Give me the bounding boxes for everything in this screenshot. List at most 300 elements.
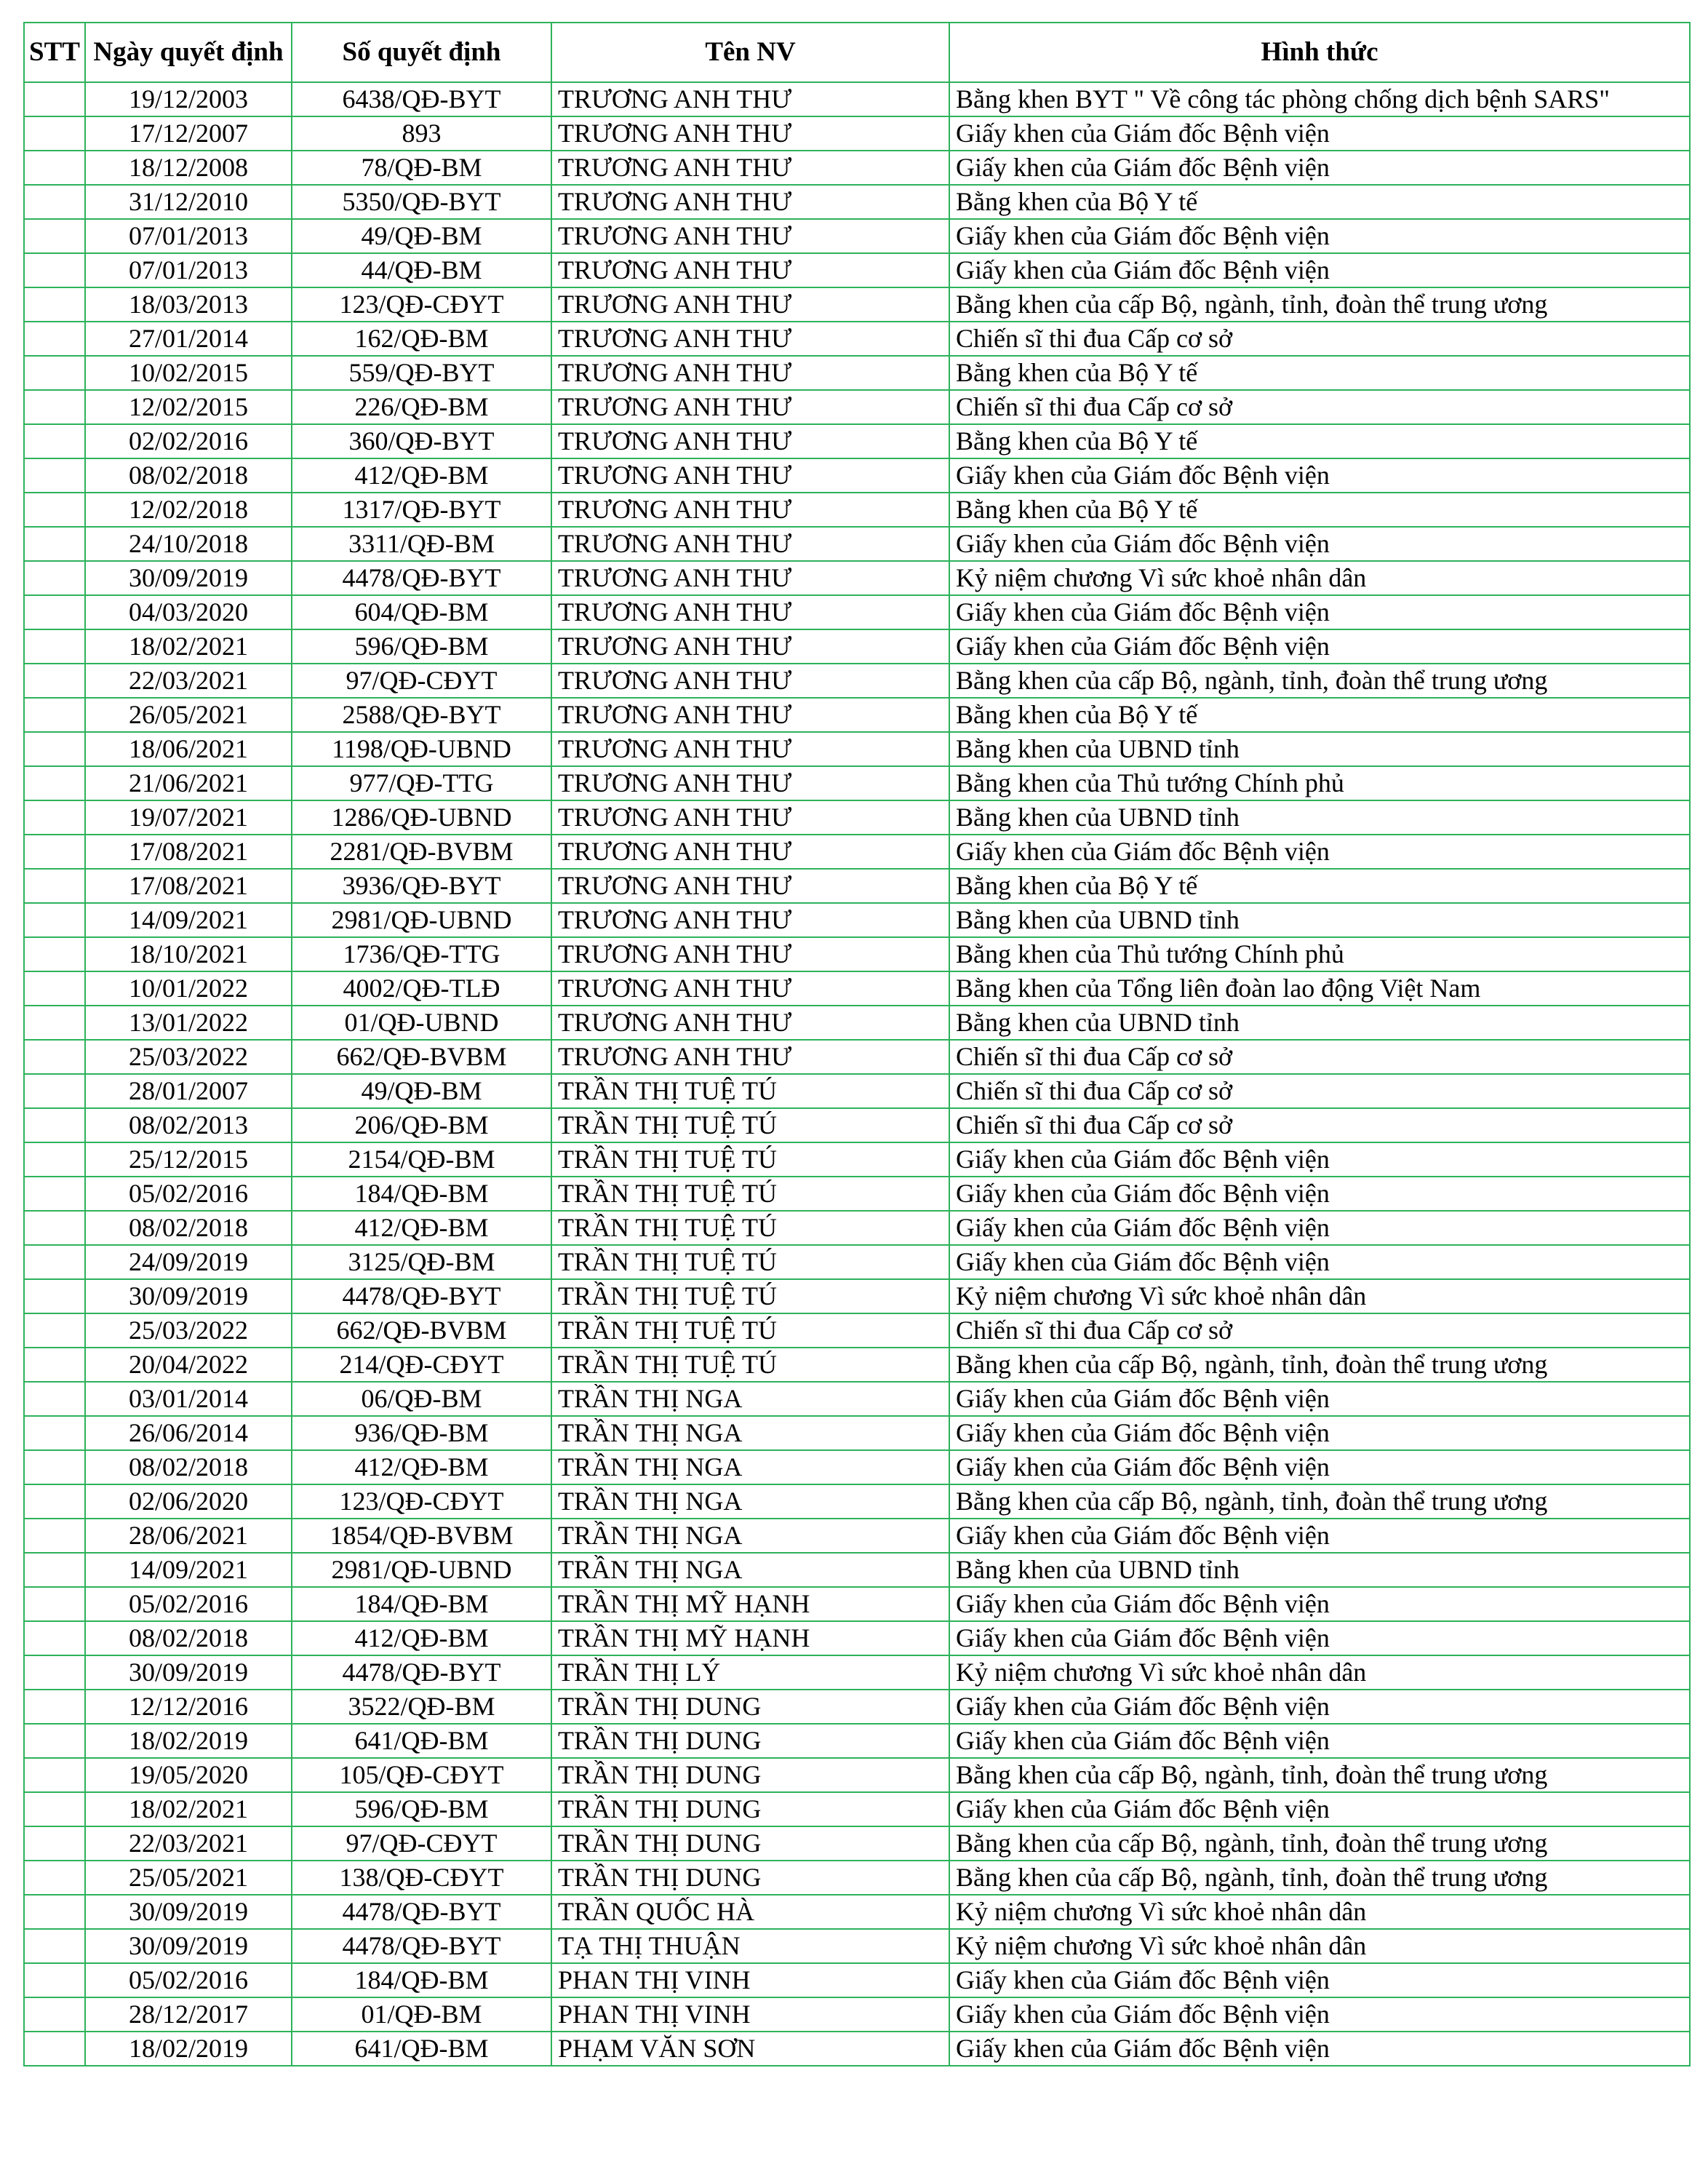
cell-decision-date: 04/03/2020: [85, 595, 292, 629]
cell-award-form: Bằng khen của cấp Bộ, ngành, tỉnh, đoàn thể trung ương: [949, 1826, 1690, 1861]
cell-stt: [24, 561, 85, 595]
cell-stt: [24, 1587, 85, 1621]
table-row: [24, 1963, 1690, 1997]
cell-decision-number: 138/QĐ-CĐYT: [292, 1861, 551, 1895]
cell-stt: [24, 732, 85, 766]
awards-table: [23, 22, 1691, 2066]
cell-decision-number: 604/QĐ-BM: [292, 595, 551, 629]
cell-stt: [24, 1758, 85, 1792]
table-row: [24, 800, 1690, 835]
table-row: [24, 219, 1690, 253]
table-body: [24, 82, 1690, 2066]
cell-decision-number: 1317/QĐ-BYT: [292, 493, 551, 527]
cell-decision-number: 1854/QĐ-BVBM: [292, 1519, 551, 1553]
table-row: [24, 835, 1690, 869]
cell-decision-number: 2981/QĐ-UBND: [292, 1553, 551, 1587]
table-row: [24, 1519, 1690, 1553]
cell-decision-number: 596/QĐ-BM: [292, 629, 551, 664]
cell-stt: [24, 664, 85, 698]
table-row: [24, 869, 1690, 903]
table-row: [24, 1587, 1690, 1621]
cell-stt: [24, 527, 85, 561]
cell-decision-number: 360/QĐ-BYT: [292, 424, 551, 458]
cell-decision-date: 18/12/2008: [85, 151, 292, 185]
table-row: [24, 356, 1690, 390]
cell-employee-name: TRẦN THỊ TUỆ TÚ: [551, 1348, 949, 1382]
table-row: [24, 1792, 1690, 1826]
cell-stt: [24, 971, 85, 1006]
table-row: [24, 2032, 1690, 2066]
cell-decision-number: 2981/QĐ-UBND: [292, 903, 551, 937]
cell-employee-name: TRẦN THỊ TUỆ TÚ: [551, 1177, 949, 1211]
cell-award-form: Giấy khen của Giám đốc Bệnh viện: [949, 1450, 1690, 1484]
cell-decision-number: 3311/QĐ-BM: [292, 527, 551, 561]
cell-award-form: Bằng khen của UBND tỉnh: [949, 1553, 1690, 1587]
cell-decision-date: 05/02/2016: [85, 1177, 292, 1211]
cell-stt: [24, 1450, 85, 1484]
cell-award-form: Giấy khen của Giám đốc Bệnh viện: [949, 458, 1690, 493]
table-row: [24, 971, 1690, 1006]
cell-decision-date: 18/02/2021: [85, 1792, 292, 1826]
table-row: [24, 493, 1690, 527]
cell-award-form: Giấy khen của Giám đốc Bệnh viện: [949, 1177, 1690, 1211]
cell-award-form: Giấy khen của Giám đốc Bệnh viện: [949, 1587, 1690, 1621]
cell-decision-number: 2588/QĐ-BYT: [292, 698, 551, 732]
cell-decision-date: 17/08/2021: [85, 835, 292, 869]
cell-decision-number: 412/QĐ-BM: [292, 458, 551, 493]
table-row: [24, 1245, 1690, 1279]
cell-decision-date: 28/06/2021: [85, 1519, 292, 1553]
cell-decision-date: 08/02/2018: [85, 458, 292, 493]
cell-employee-name: TRƯƠNG ANH THƯ: [551, 903, 949, 937]
table-row: [24, 1040, 1690, 1074]
table-row: [24, 1074, 1690, 1108]
cell-employee-name: TRƯƠNG ANH THƯ: [551, 1006, 949, 1040]
cell-decision-number: 06/QĐ-BM: [292, 1382, 551, 1416]
cell-employee-name: TRƯƠNG ANH THƯ: [551, 185, 949, 219]
cell-decision-date: 08/02/2018: [85, 1211, 292, 1245]
cell-stt: [24, 390, 85, 424]
cell-decision-date: 30/09/2019: [85, 1895, 292, 1929]
cell-decision-date: 19/07/2021: [85, 800, 292, 835]
cell-stt: [24, 1690, 85, 1724]
cell-stt: [24, 903, 85, 937]
cell-award-form: Giấy khen của Giám đốc Bệnh viện: [949, 1997, 1690, 2032]
cell-award-form: Bằng khen của cấp Bộ, ngành, tỉnh, đoàn thể trung ương: [949, 1758, 1690, 1792]
cell-decision-date: 12/12/2016: [85, 1690, 292, 1724]
cell-decision-date: 31/12/2010: [85, 185, 292, 219]
cell-employee-name: TRẦN THỊ TUỆ TÚ: [551, 1279, 949, 1313]
cell-decision-date: 14/09/2021: [85, 903, 292, 937]
cell-employee-name: TRẦN THỊ TUỆ TÚ: [551, 1245, 949, 1279]
cell-decision-date: 27/01/2014: [85, 322, 292, 356]
cell-decision-number: 662/QĐ-BVBM: [292, 1313, 551, 1348]
cell-decision-date: 30/09/2019: [85, 1655, 292, 1690]
cell-decision-number: 3125/QĐ-BM: [292, 1245, 551, 1279]
cell-award-form: Giấy khen của Giám đốc Bệnh viện: [949, 1211, 1690, 1245]
cell-stt: [24, 1348, 85, 1382]
cell-decision-number: 5350/QĐ-BYT: [292, 185, 551, 219]
cell-decision-number: 184/QĐ-BM: [292, 1963, 551, 1997]
cell-decision-number: 01/QĐ-BM: [292, 1997, 551, 2032]
cell-award-form: Giấy khen của Giám đốc Bệnh viện: [949, 1416, 1690, 1450]
cell-decision-date: 18/10/2021: [85, 937, 292, 971]
table-row: [24, 903, 1690, 937]
cell-employee-name: TRƯƠNG ANH THƯ: [551, 287, 949, 322]
header-decision-number: Số quyết định: [292, 23, 551, 82]
table-row: [24, 1348, 1690, 1382]
cell-decision-number: 412/QĐ-BM: [292, 1211, 551, 1245]
cell-employee-name: TRƯƠNG ANH THƯ: [551, 629, 949, 664]
cell-decision-number: 206/QĐ-BM: [292, 1108, 551, 1142]
cell-decision-date: 20/04/2022: [85, 1348, 292, 1382]
cell-award-form: Bằng khen của cấp Bộ, ngành, tỉnh, đoàn thể trung ương: [949, 664, 1690, 698]
cell-employee-name: TRẦN THỊ DUNG: [551, 1792, 949, 1826]
cell-employee-name: TRƯƠNG ANH THƯ: [551, 82, 949, 116]
cell-decision-number: 97/QĐ-CĐYT: [292, 1826, 551, 1861]
table-row: [24, 1861, 1690, 1895]
cell-stt: [24, 287, 85, 322]
cell-stt: [24, 1245, 85, 1279]
table-row: [24, 1416, 1690, 1450]
table-row: [24, 698, 1690, 732]
table-row: [24, 1211, 1690, 1245]
cell-decision-number: 893: [292, 116, 551, 151]
cell-stt: [24, 1108, 85, 1142]
cell-decision-date: 03/01/2014: [85, 1382, 292, 1416]
cell-award-form: Giấy khen của Giám đốc Bệnh viện: [949, 1382, 1690, 1416]
cell-decision-date: 19/05/2020: [85, 1758, 292, 1792]
cell-stt: [24, 1655, 85, 1690]
cell-award-form: Bằng khen BYT " Về công tác phòng chống dịch bệnh SARS": [949, 82, 1690, 116]
cell-decision-date: 12/02/2018: [85, 493, 292, 527]
table-row: [24, 1895, 1690, 1929]
cell-decision-date: 17/08/2021: [85, 869, 292, 903]
cell-award-form: Giấy khen của Giám đốc Bệnh viện: [949, 116, 1690, 151]
cell-employee-name: TRẦN THỊ DUNG: [551, 1861, 949, 1895]
table-row: [24, 458, 1690, 493]
cell-stt: [24, 1895, 85, 1929]
table-row: [24, 322, 1690, 356]
cell-decision-number: 184/QĐ-BM: [292, 1587, 551, 1621]
table-row: [24, 766, 1690, 800]
cell-award-form: Giấy khen của Giám đốc Bệnh viện: [949, 1690, 1690, 1724]
cell-award-form: Bằng khen của Thủ tướng Chính phủ: [949, 766, 1690, 800]
cell-employee-name: TRẦN QUỐC HÀ: [551, 1895, 949, 1929]
cell-employee-name: TRƯƠNG ANH THƯ: [551, 561, 949, 595]
cell-stt: [24, 835, 85, 869]
cell-stt: [24, 493, 85, 527]
cell-decision-number: 4002/QĐ-TLĐ: [292, 971, 551, 1006]
cell-decision-date: 30/09/2019: [85, 561, 292, 595]
cell-award-form: Giấy khen của Giám đốc Bệnh viện: [949, 629, 1690, 664]
cell-employee-name: TRẦN THỊ TUỆ TÚ: [551, 1313, 949, 1348]
cell-stt: [24, 1519, 85, 1553]
cell-award-form: Kỷ niệm chương Vì sức khoẻ nhân dân: [949, 561, 1690, 595]
cell-stt: [24, 1553, 85, 1587]
cell-stt: [24, 356, 85, 390]
table-row: [24, 1177, 1690, 1211]
table-row: [24, 1279, 1690, 1313]
cell-stt: [24, 1416, 85, 1450]
cell-employee-name: TRẦN THỊ NGA: [551, 1450, 949, 1484]
cell-award-form: Kỷ niệm chương Vì sức khoẻ nhân dân: [949, 1895, 1690, 1929]
cell-employee-name: TRẦN THỊ DUNG: [551, 1690, 949, 1724]
cell-decision-date: 18/02/2021: [85, 629, 292, 664]
cell-decision-date: 25/03/2022: [85, 1313, 292, 1348]
cell-decision-date: 24/09/2019: [85, 1245, 292, 1279]
cell-decision-number: 662/QĐ-BVBM: [292, 1040, 551, 1074]
cell-stt: [24, 1997, 85, 2032]
table-row: [24, 1655, 1690, 1690]
cell-award-form: Chiến sĩ thi đua Cấp cơ sở: [949, 390, 1690, 424]
cell-employee-name: TRƯƠNG ANH THƯ: [551, 595, 949, 629]
table-row: [24, 253, 1690, 287]
table-row: [24, 1313, 1690, 1348]
cell-award-form: Giấy khen của Giám đốc Bệnh viện: [949, 253, 1690, 287]
cell-decision-date: 30/09/2019: [85, 1929, 292, 1963]
cell-stt: [24, 1313, 85, 1348]
cell-employee-name: TRƯƠNG ANH THƯ: [551, 800, 949, 835]
cell-decision-date: 07/01/2013: [85, 219, 292, 253]
cell-decision-number: 44/QĐ-BM: [292, 253, 551, 287]
cell-award-form: Chiến sĩ thi đua Cấp cơ sở: [949, 1074, 1690, 1108]
cell-decision-date: 22/03/2021: [85, 664, 292, 698]
table-row: [24, 287, 1690, 322]
table-row: [24, 527, 1690, 561]
cell-award-form: Bằng khen của UBND tỉnh: [949, 903, 1690, 937]
cell-award-form: Bằng khen của Bộ Y tế: [949, 185, 1690, 219]
cell-decision-number: 123/QĐ-CĐYT: [292, 1484, 551, 1519]
cell-stt: [24, 1177, 85, 1211]
cell-decision-date: 26/05/2021: [85, 698, 292, 732]
cell-award-form: Bằng khen của Thủ tướng Chính phủ: [949, 937, 1690, 971]
cell-decision-number: 6438/QĐ-BYT: [292, 82, 551, 116]
cell-award-form: Bằng khen của Bộ Y tế: [949, 356, 1690, 390]
table-row: [24, 1142, 1690, 1177]
cell-employee-name: TRƯƠNG ANH THƯ: [551, 527, 949, 561]
table-row: [24, 1006, 1690, 1040]
cell-employee-name: TRƯƠNG ANH THƯ: [551, 869, 949, 903]
cell-decision-number: 936/QĐ-BM: [292, 1416, 551, 1450]
cell-employee-name: TRƯƠNG ANH THƯ: [551, 390, 949, 424]
cell-award-form: Bằng khen của UBND tỉnh: [949, 1006, 1690, 1040]
table-header: [24, 23, 1690, 82]
table-row: [24, 937, 1690, 971]
table-row: [24, 629, 1690, 664]
table-row: [24, 1929, 1690, 1963]
table-row: [24, 116, 1690, 151]
cell-employee-name: PHAN THỊ VINH: [551, 1963, 949, 1997]
cell-award-form: Bằng khen của Bộ Y tế: [949, 869, 1690, 903]
cell-decision-date: 28/12/2017: [85, 1997, 292, 2032]
cell-stt: [24, 322, 85, 356]
cell-decision-number: 1736/QĐ-TTG: [292, 937, 551, 971]
cell-award-form: Kỷ niệm chương Vì sức khoẻ nhân dân: [949, 1655, 1690, 1690]
cell-employee-name: TRẦN THỊ NGA: [551, 1382, 949, 1416]
cell-decision-number: 226/QĐ-BM: [292, 390, 551, 424]
cell-stt: [24, 766, 85, 800]
header-stt: STT: [24, 23, 85, 82]
cell-stt: [24, 595, 85, 629]
cell-decision-date: 18/03/2013: [85, 287, 292, 322]
header-award-form: Hình thức: [949, 23, 1690, 82]
cell-award-form: Bằng khen của UBND tỉnh: [949, 800, 1690, 835]
cell-decision-date: 30/09/2019: [85, 1279, 292, 1313]
cell-decision-number: 412/QĐ-BM: [292, 1450, 551, 1484]
cell-employee-name: TRẦN THỊ MỸ HẠNH: [551, 1621, 949, 1655]
cell-award-form: Bằng khen của Bộ Y tế: [949, 424, 1690, 458]
cell-decision-number: 641/QĐ-BM: [292, 1724, 551, 1758]
cell-decision-date: 18/02/2019: [85, 2032, 292, 2066]
cell-decision-number: 4478/QĐ-BYT: [292, 1929, 551, 1963]
cell-employee-name: TRƯƠNG ANH THƯ: [551, 458, 949, 493]
cell-decision-number: 78/QĐ-BM: [292, 151, 551, 185]
cell-decision-date: 25/12/2015: [85, 1142, 292, 1177]
cell-decision-number: 162/QĐ-BM: [292, 322, 551, 356]
cell-award-form: Giấy khen của Giám đốc Bệnh viện: [949, 1621, 1690, 1655]
table-row: [24, 1826, 1690, 1861]
cell-employee-name: TRẦN THỊ LÝ: [551, 1655, 949, 1690]
cell-employee-name: TRẦN THỊ NGA: [551, 1519, 949, 1553]
cell-decision-number: 412/QĐ-BM: [292, 1621, 551, 1655]
cell-decision-date: 25/03/2022: [85, 1040, 292, 1074]
cell-employee-name: TRƯƠNG ANH THƯ: [551, 766, 949, 800]
cell-award-form: Giấy khen của Giám đốc Bệnh viện: [949, 2032, 1690, 2066]
cell-decision-date: 21/06/2021: [85, 766, 292, 800]
cell-award-form: Giấy khen của Giám đốc Bệnh viện: [949, 219, 1690, 253]
cell-award-form: Giấy khen của Giám đốc Bệnh viện: [949, 1142, 1690, 1177]
cell-stt: [24, 1621, 85, 1655]
cell-decision-number: 4478/QĐ-BYT: [292, 1655, 551, 1690]
header-row: [24, 23, 1690, 82]
cell-stt: [24, 1142, 85, 1177]
cell-stt: [24, 116, 85, 151]
cell-decision-date: 05/02/2016: [85, 1587, 292, 1621]
cell-employee-name: TRƯƠNG ANH THƯ: [551, 322, 949, 356]
cell-employee-name: TRẦN THỊ MỸ HẠNH: [551, 1587, 949, 1621]
cell-stt: [24, 1211, 85, 1245]
cell-decision-number: 123/QĐ-CĐYT: [292, 287, 551, 322]
cell-decision-number: 4478/QĐ-BYT: [292, 561, 551, 595]
table-row: [24, 151, 1690, 185]
table-row: [24, 424, 1690, 458]
cell-stt: [24, 82, 85, 116]
table-row: [24, 390, 1690, 424]
cell-decision-number: 559/QĐ-BYT: [292, 356, 551, 390]
cell-employee-name: TẠ THỊ THUẬN: [551, 1929, 949, 1963]
cell-decision-number: 214/QĐ-CĐYT: [292, 1348, 551, 1382]
cell-decision-date: 14/09/2021: [85, 1553, 292, 1587]
cell-employee-name: TRƯƠNG ANH THƯ: [551, 424, 949, 458]
cell-stt: [24, 1279, 85, 1313]
cell-award-form: Bằng khen của Bộ Y tế: [949, 698, 1690, 732]
cell-award-form: Bằng khen của cấp Bộ, ngành, tỉnh, đoàn thể trung ương: [949, 1484, 1690, 1519]
table-row: [24, 561, 1690, 595]
cell-award-form: Giấy khen của Giám đốc Bệnh viện: [949, 527, 1690, 561]
cell-award-form: Kỷ niệm chương Vì sức khoẻ nhân dân: [949, 1929, 1690, 1963]
cell-stt: [24, 253, 85, 287]
table-row: [24, 1484, 1690, 1519]
cell-stt: [24, 629, 85, 664]
cell-award-form: Kỷ niệm chương Vì sức khoẻ nhân dân: [949, 1279, 1690, 1313]
cell-decision-date: 02/06/2020: [85, 1484, 292, 1519]
cell-award-form: Bằng khen của cấp Bộ, ngành, tỉnh, đoàn thể trung ương: [949, 287, 1690, 322]
header-decision-date: Ngày quyết định: [85, 23, 292, 82]
cell-employee-name: TRƯƠNG ANH THƯ: [551, 219, 949, 253]
cell-decision-number: 49/QĐ-BM: [292, 1074, 551, 1108]
cell-stt: [24, 698, 85, 732]
cell-employee-name: TRẦN THỊ DUNG: [551, 1758, 949, 1792]
cell-award-form: Chiến sĩ thi đua Cấp cơ sở: [949, 322, 1690, 356]
cell-award-form: Giấy khen của Giám đốc Bệnh viện: [949, 151, 1690, 185]
cell-decision-date: 08/02/2013: [85, 1108, 292, 1142]
cell-decision-number: 641/QĐ-BM: [292, 2032, 551, 2066]
cell-decision-date: 08/02/2018: [85, 1450, 292, 1484]
cell-decision-number: 49/QĐ-BM: [292, 219, 551, 253]
table-row: [24, 1724, 1690, 1758]
cell-award-form: Giấy khen của Giám đốc Bệnh viện: [949, 1963, 1690, 1997]
cell-stt: [24, 937, 85, 971]
cell-decision-number: 2154/QĐ-BM: [292, 1142, 551, 1177]
cell-stt: [24, 458, 85, 493]
cell-employee-name: TRƯƠNG ANH THƯ: [551, 732, 949, 766]
cell-employee-name: TRƯƠNG ANH THƯ: [551, 493, 949, 527]
cell-decision-number: 3522/QĐ-BM: [292, 1690, 551, 1724]
cell-stt: [24, 1929, 85, 1963]
cell-stt: [24, 1826, 85, 1861]
cell-employee-name: TRẦN THỊ TUỆ TÚ: [551, 1108, 949, 1142]
cell-award-form: Chiến sĩ thi đua Cấp cơ sở: [949, 1108, 1690, 1142]
cell-decision-number: 184/QĐ-BM: [292, 1177, 551, 1211]
table-row: [24, 664, 1690, 698]
cell-decision-number: 97/QĐ-CĐYT: [292, 664, 551, 698]
cell-decision-date: 07/01/2013: [85, 253, 292, 287]
cell-stt: [24, 1040, 85, 1074]
cell-award-form: Chiến sĩ thi đua Cấp cơ sở: [949, 1040, 1690, 1074]
table-row: [24, 1997, 1690, 2032]
cell-decision-date: 12/02/2015: [85, 390, 292, 424]
cell-award-form: Chiến sĩ thi đua Cấp cơ sở: [949, 1313, 1690, 1348]
cell-employee-name: TRẦN THỊ TUỆ TÚ: [551, 1211, 949, 1245]
cell-award-form: Bằng khen của Tổng liên đoàn lao động Việt Nam: [949, 971, 1690, 1006]
cell-decision-number: 977/QĐ-TTG: [292, 766, 551, 800]
cell-employee-name: TRƯƠNG ANH THƯ: [551, 664, 949, 698]
cell-employee-name: TRẦN THỊ NGA: [551, 1484, 949, 1519]
cell-employee-name: TRẦN THỊ TUỆ TÚ: [551, 1074, 949, 1108]
table-row: [24, 732, 1690, 766]
cell-award-form: Giấy khen của Giám đốc Bệnh viện: [949, 1724, 1690, 1758]
cell-employee-name: TRẦN THỊ NGA: [551, 1553, 949, 1587]
cell-award-form: Bằng khen của Bộ Y tế: [949, 493, 1690, 527]
cell-decision-date: 18/02/2019: [85, 1724, 292, 1758]
cell-stt: [24, 151, 85, 185]
table-row: [24, 1553, 1690, 1587]
cell-award-form: Giấy khen của Giám đốc Bệnh viện: [949, 1792, 1690, 1826]
cell-employee-name: TRƯƠNG ANH THƯ: [551, 698, 949, 732]
cell-award-form: Bằng khen của cấp Bộ, ngành, tỉnh, đoàn thể trung ương: [949, 1861, 1690, 1895]
table-row: [24, 1382, 1690, 1416]
cell-employee-name: TRƯƠNG ANH THƯ: [551, 253, 949, 287]
cell-employee-name: PHẠM VĂN SƠN: [551, 2032, 949, 2066]
cell-decision-date: 05/02/2016: [85, 1963, 292, 1997]
cell-decision-date: 10/01/2022: [85, 971, 292, 1006]
cell-employee-name: TRƯƠNG ANH THƯ: [551, 971, 949, 1006]
cell-decision-date: 19/12/2003: [85, 82, 292, 116]
cell-employee-name: TRƯƠNG ANH THƯ: [551, 116, 949, 151]
cell-employee-name: TRẦN THỊ DUNG: [551, 1826, 949, 1861]
cell-decision-number: 1198/QĐ-UBND: [292, 732, 551, 766]
